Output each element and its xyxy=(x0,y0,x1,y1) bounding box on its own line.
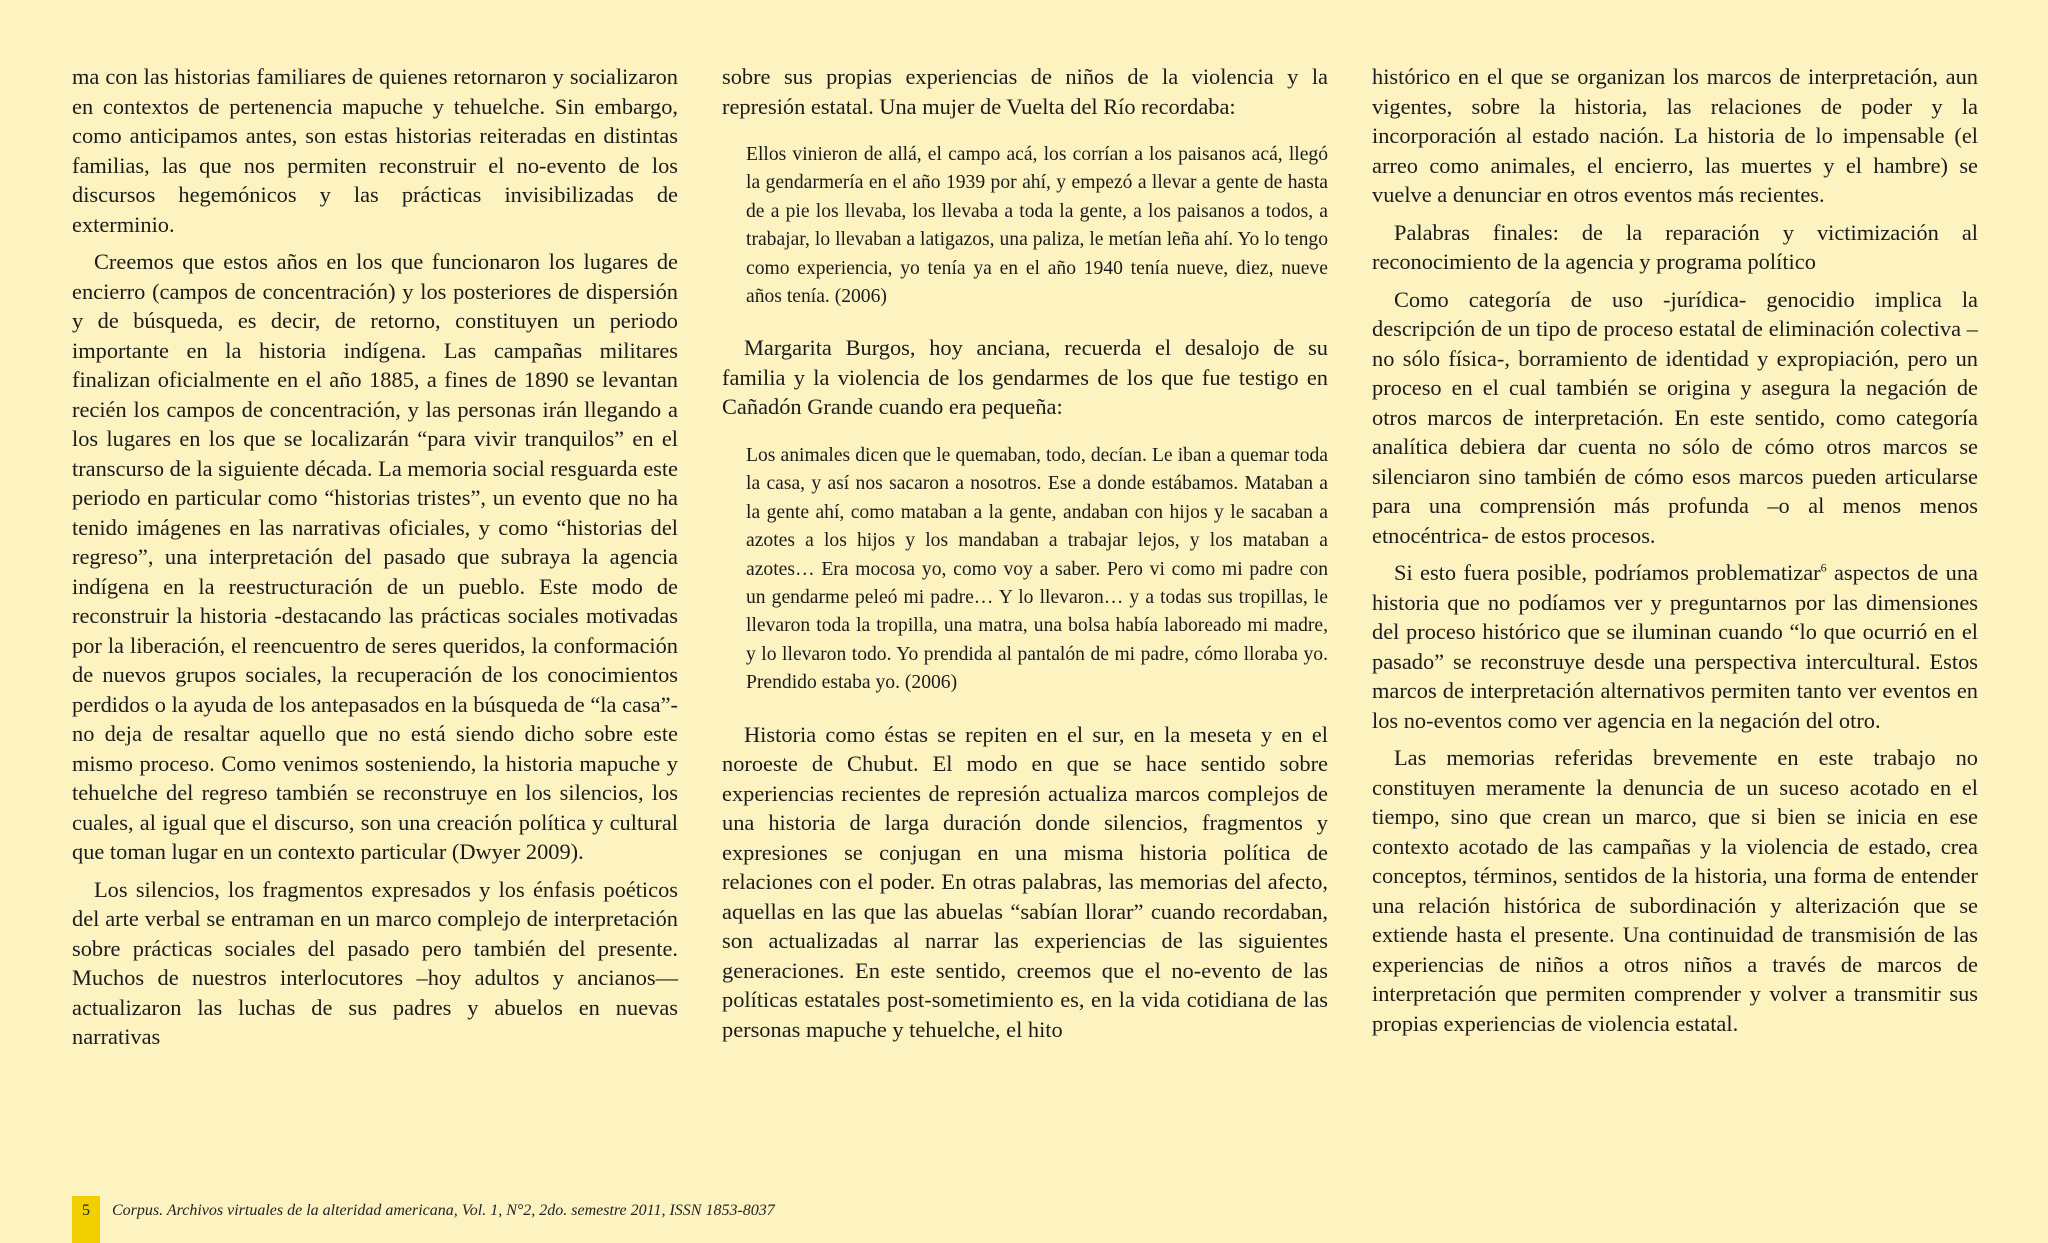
paragraph-text: aspectos de una historia que no podíamos ver y preguntarnos por las dimensiones del proceso histórico que se iluminan cuando “lo que ocurrió en el pasado” se reconstruye desde una perspectiva intercultural. Estos marcos de interpretación alternativos permiten tanto ver eventos en los no-eventos como ver agencia en la negación del otro. xyxy=(1372,560,1978,733)
section-heading: Palabras finales: de la reparación y victimización al reconocimiento de la agencia y programa político xyxy=(1372,219,1978,274)
paragraph: Las memorias referidas brevemente en este trabajo no constituyen meramente la denuncia de un suceso acotado en el tiempo, sino que crean un marco, que si bien se inicia en ese contexto acotado de las campañas y la violencia de estado, crea conceptos, términos, sentidos de la historia, una forma de entender una relación histórica de subordinación y alterización que se extiende hasta el presente. Una continuidad de transmisión de las experiencias de niños a otros niños a través de marcos de interpretación que permiten comprender y volver a transmitir sus propias experiencias de violencia estatal. xyxy=(1372,745,1978,1036)
paragraph: ma con las historias familiares de quienes retornaron y socializaron en contextos de pertenencia mapuche y tehuelche. Sin embargo, como anticipamos antes, son estas historias reiteradas en distintas familias, las que nos permiten reconstruir el no-evento de los discursos hegemónicos y las prácticas invisibilizadas de exterminio. xyxy=(72,64,678,237)
journal-citation: Corpus. Archivos virtuales de la alteridad americana, Vol. 1, N°2, 2do. semestre 2011, ISSN 1853-8037 xyxy=(112,1202,775,1219)
page-number: 5 xyxy=(72,1196,100,1243)
text-column-right xyxy=(1372,62,1978,1046)
text-column-left xyxy=(72,62,678,1060)
quote-text: Ellos vinieron de allá, el campo acá, los corrían a los paisanos acá, llegó la gendarmería en el año 1939 por ahí, y empezó a llevar a gente de hasta de a pie los llevaba, los llevaba a toda la gente, a los paisanos a todos, a trabajar, lo llevaban a latigazos, una paliza, le metían leña ahí. Yo lo tengo como experiencia, yo tenía ya en el año 1940 tenía nueve, diez, nueve años tenía. (2006) xyxy=(746,144,1328,308)
footnote-reference[interactable]: 6 xyxy=(1820,560,1827,575)
page-footer xyxy=(72,1196,775,1243)
paragraph-text: Si esto fuera posible, podríamos problematizar xyxy=(1394,560,1821,585)
paragraph: Los silencios, los fragmentos expresados y los énfasis poéticos del arte verbal se entraman en un marco complejo de interpretación sobre prácticas sociales del pasado pero también del presente. Muchos de nuestros interlocutores –hoy adultos y ancianos— actualizaron las luchas de sus padres y abuelos en nuevas narrativas xyxy=(72,876,678,1049)
paragraph: Margarita Burgos, hoy anciana, recuerda el desalojo de su familia y la violencia de los gendarmes de los que fue testigo en Cañadón Grande cuando era pequeña: xyxy=(722,335,1328,420)
paragraph: Como categoría de uso -jurídica- genocidio implica la descripción de un tipo de proceso estatal de eliminación colectiva –no sólo física-, borramiento de identidad y expropiación, pero un proceso en el cual también se origina y asegura la negación de otros marcos de interpretación. En este sentido, como categoría analítica debiera dar cuenta no sólo de cómo otros marcos se silenciaron sino también de cómo esos marcos pueden articularse para una comprensión más profunda –o al menos menos etnocéntrica- de estos procesos. xyxy=(1372,286,1978,548)
quote-text: Los animales dicen que le quemaban, todo, decían. Le iban a quemar toda la casa, y así nos sacaron a nosotros. Ese a donde estábamos. Mataban a la gente ahí, como mataban a la gente, andaban con hijos y le sacaban a azotes a los hijos y los mandaban a trabajar lejos, y los mataban a azotes… Era mocosa yo, como voy a saber. Pero vi como mi padre con un gendarme peleó mi padre… Y lo llevaron… y a todas sus tropillas, le llevaron toda la tropilla, una matra, una bolsa había laboreado mi madre, y lo llevaron todo. Yo prendida al pantalón de mi padre, cómo lloraba yo. Prendido estaba yo. (2006) xyxy=(746,444,1328,694)
block-quote xyxy=(746,442,1328,698)
paragraph xyxy=(1372,558,1978,735)
block-quote xyxy=(746,141,1328,311)
paragraph: histórico en el que se organizan los marcos de interpretación, aun vigentes, sobre la historia, las relaciones de poder y la incorporación al estado nación. La historia de lo impensable (el arreo como animales, el encierro, las muertes y el hambre) se vuelve a denunciar en otros eventos más recientes. xyxy=(1372,64,1978,207)
paragraph: Creemos que estos años en los que funcionaron los lugares de encierro (campos de concentración) y los posteriores de dispersión y de búsqueda, es decir, de retorno, constituyen un periodo importante en la historia indígena. Las campañas militares finalizan oficialmente en el año 1885, a fines de 1890 se levantan recién los campos de concentración, y las personas irán llegando a los lugares en los que se localizarán “para vivir tranquilos” en el transcurso de la siguiente década. La memoria social resguarda este periodo en particular como “historias tristes”, un evento que no ha tenido imágenes en las narrativas oficiales, y como “historias del regreso”, una interpretación del pasado que subraya la agencia indígena en la reestructuración de un pueblo. Este modo de reconstruir la historia -destacando las prácticas sociales motivadas por la liberación, el reencuentro de seres queridos, la conformación de nuevos grupos sociales, la recuperación de los conocimientos perdidos o la ayuda de los antepasados en la búsqueda de “la casa”- no deja de resaltar aquello que no está siendo dicho sobre este mismo proceso. Como venimos sosteniendo, la historia mapuche y tehuelche del regreso también se reconstruye en los silencios, los cuales, al igual que el discurso, son una creación política y cultural que toman lugar en un contexto particular (Dwyer 2009). xyxy=(72,249,678,864)
paragraph: Historia como éstas se repiten en el sur, en la meseta y en el noroeste de Chubut. El modo en que se hace sentido sobre experiencias recientes de represión actualiza marcos complejos de una historia de larga duración donde silencios, fragmentos y expresiones se conjugan en una misma historia política de relaciones con el poder. En otras palabras, las memorias del afecto, aquellas en las que las abuelas “sabían llorar” cuando recordaban, son actualizadas al narrar las experiencias de las siguientes generaciones. En este sentido, creemos que el no-evento de las políticas estatales post-sometimiento es, en la vida cotidiana de las personas mapuche y tehuelche, el hito xyxy=(722,721,1328,1042)
paragraph: sobre sus propias experiencias de niños de la violencia y la represión estatal. Una mujer de Vuelta del Río recordaba: xyxy=(722,64,1328,119)
text-column-middle xyxy=(722,62,1328,1052)
